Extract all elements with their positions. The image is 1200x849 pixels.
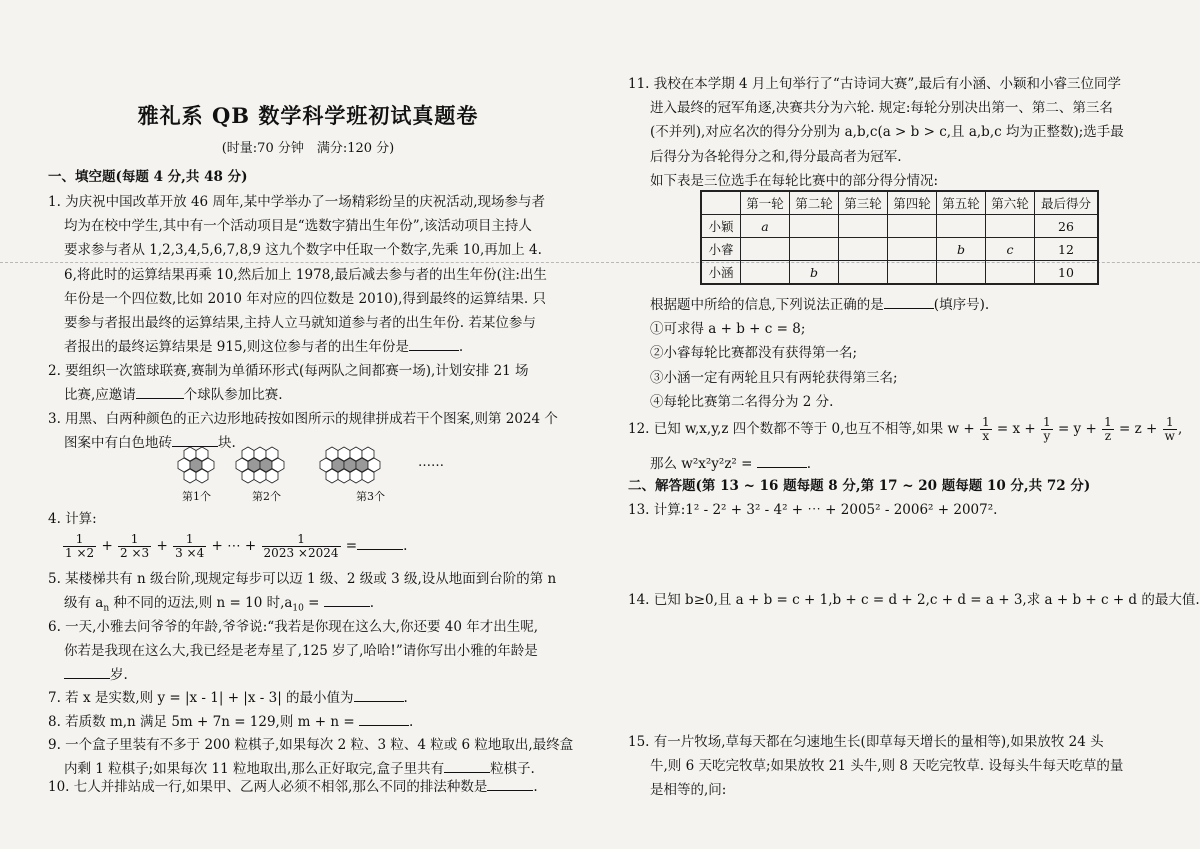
- q15-line: 15. 有一片牧场,草每天都在匀速地生长(即草每天增长的量相等),如果放牧 24 头: [628, 734, 1104, 750]
- question-12: [628, 412, 1182, 446]
- q9-line: 内剩 1 粒棋子;如果每次 11 粒地取出,那么正好取完,盒子里共有: [64, 761, 445, 778]
- page-title: 雅礼系 QB 数学科学班初试真题卷: [137, 103, 479, 128]
- q11-line: 进入最终的冠军角逐,决赛共分为六轮. 规定:每轮分别决出第一、第二、第三名: [650, 100, 1113, 117]
- answer-blank[interactable]: [359, 713, 409, 726]
- q3-line: 图案中有白色地砖: [64, 435, 172, 452]
- table-cell: 10: [1035, 261, 1099, 285]
- table-cell: [839, 261, 888, 285]
- section-heading-fill: 一、填空题(每题 4 分,共 48 分): [48, 169, 248, 185]
- question-12-ask: 那么 w²x²y²z² = .: [650, 456, 812, 472]
- op: +: [101, 538, 113, 554]
- table-header: 第三轮: [839, 191, 888, 215]
- q15-line: 是相等的,问:: [650, 782, 727, 799]
- question-8: 8. 若质数 m,n 满足 5m + 7n = 129,则 m + n = .: [48, 714, 414, 730]
- table-row: [701, 215, 1098, 238]
- q1-line: 1. 为庆祝中国改革开放 46 周年,某中学举办了一场精彩纷呈的庆祝活动,现场参与者: [48, 194, 546, 210]
- table-header: 第四轮: [888, 191, 937, 215]
- q12-text: 那么 w²x²y²z² =: [650, 456, 753, 472]
- answer-blank[interactable]: [354, 689, 404, 702]
- pattern-2: [236, 447, 284, 483]
- table-cell: [790, 238, 839, 261]
- table-cell: b: [790, 261, 839, 285]
- answer-blank[interactable]: [324, 594, 370, 607]
- figure-label: 第3个: [356, 490, 385, 503]
- q3-line: 3. 用黑、白两种颜色的正六边形地砖按如图所示的规律拼成若干个图案,则第 2024 个: [48, 411, 558, 427]
- q11-line: 后得分为各轮得分之和,得分最高者为冠军.: [650, 148, 902, 165]
- table-cell: [741, 238, 790, 261]
- q8-line: 8. 若质数 m,n 满足 5m + 7n = 129,则 m + n =: [48, 714, 355, 730]
- q11-line: (不并列),对应名次的得分分别为 a,b,c(a > b > c,且 a,b,c 均为正整数);选手最: [650, 124, 1124, 141]
- option: ④每轮比赛第二名得分为 2 分.: [650, 393, 834, 410]
- q1-line: 6,将此时的运算结果再乘 10,然后加上 1978,最后减去参与者的出生年份(注:出生: [64, 266, 547, 283]
- question-7: 7. 若 x 是实数,则 y = |x - 1| + |x - 3| 的最小值为 .: [48, 690, 408, 706]
- answer-blank[interactable]: [64, 666, 110, 679]
- fraction: $\frac{1}{x}$: [981, 415, 990, 443]
- table-cell: a: [741, 215, 790, 238]
- answer-blank[interactable]: [487, 778, 533, 791]
- figure-label: 第2个: [252, 490, 281, 503]
- q3-line: 块.: [218, 435, 236, 452]
- question-5: 5. 某楼梯共有 n 级台阶,现规定每步可以迈 1 级、2 级或 3 级,设从地面到台阶的第 n 级有 $a_n$ 种不同的迈法,则 n = 10 时$,a_{10}$ = .: [48, 567, 556, 621]
- table-cell: 小涵: [701, 261, 741, 285]
- q5-text: 种不同的迈法,则 n = 10 时,a: [109, 595, 293, 612]
- table-cell: [986, 215, 1035, 238]
- q5-sub: 10: [292, 603, 304, 614]
- fraction: $\frac{1}{2 \times 3}$: [120, 532, 150, 560]
- table-cell: 12: [1035, 238, 1099, 261]
- figure-label: 第1个: [182, 490, 211, 503]
- q9-line: 9. 一个盒子里装有不多于 200 粒棋子,如果每次 2 粒、3 粒、4 粒或 6 粒地取出,最终盒: [48, 737, 574, 753]
- q11-line: 如下表是三位选手在每轮比赛中的部分得分情况:: [650, 172, 939, 189]
- table-cell: [790, 215, 839, 238]
- page-subtitle: (时量:70 分钟 满分:120 分): [221, 141, 395, 156]
- question-2: [48, 359, 529, 407]
- fraction: $\frac{1}{3 \times 4}$: [175, 532, 205, 560]
- table-header: 第五轮: [937, 191, 986, 215]
- q1-line: 均为在校中学生,其中有一个活动项目是“选数字猜出生年份”,该活动项目主持人: [64, 218, 532, 235]
- q11-line: 11. 我校在本学期 4 月上旬举行了“古诗词大赛”,最后有小涵、小颖和小睿三位同学: [628, 76, 1122, 92]
- q1-line: 要求参与者从 1,2,3,4,5,6,7,8,9 这九个数字中任取一个数字,先乘 10,再加上 4.: [64, 242, 542, 259]
- option: ②小睿每轮比赛都没有获得第一名;: [650, 345, 858, 362]
- option: ③小涵一定有两轮且只有两轮获得第三名;: [650, 369, 898, 386]
- question-4-label: 4. 计算:: [48, 511, 97, 527]
- table-cell: 小睿: [701, 238, 741, 261]
- table-cell: [839, 238, 888, 261]
- table-cell: 26: [1035, 215, 1099, 238]
- question-1: 1. 为庆祝中国改革开放 46 周年,某中学举办了一场精彩纷呈的庆祝活动,现场参与者 均为在校中学生,其中有一个活动项目是“选数字猜出生年份”,该活动项目主持人 要求参与者从 1,2,3,4,5,6,7,8,9 这九个数字中任取一个数字,先乘 10,再加上 4. 6,将此时的运算结果再乘 10,然后加上 1978,最后减去参与者的出生年份(注:出生 年份是一个四位数,比如 2010 年对应的四位数是 2010),得到最终的运算结果. 只 要参与者报出最终的运算结果,主持人立马就知道参与者的出生年份. 若某位参与 者报出的最终运算结果是 915,则这位参与者的出生年份是 .: [48, 190, 547, 359]
- figure-ellipsis: ……: [418, 455, 444, 470]
- table-row: [701, 238, 1098, 261]
- question-13: 13. 计算:1² - 2² + 3² - 4² + ⋯ + 2005² - 2006² + 2007².: [628, 502, 998, 518]
- table-cell: 小颖: [701, 215, 741, 238]
- q12-text: = z +: [1119, 421, 1158, 437]
- score-table: [700, 190, 1099, 285]
- q10-line: 10. 七人并排站成一行,如果甲、乙两人必须不相邻,那么不同的排法种数是: [48, 779, 488, 795]
- table-header: 第六轮: [986, 191, 1035, 215]
- table-header-row: [701, 191, 1098, 215]
- table-cell: [741, 261, 790, 285]
- q2-line: 2. 要组织一次篮球联赛,赛制为单循环形式(每两队之间都赛一场),计划安排 21 场: [48, 363, 529, 379]
- fraction: $\frac{1}{w}$: [1164, 415, 1175, 443]
- q2-line: 比赛,应邀请: [64, 387, 136, 404]
- question-6: [48, 615, 538, 688]
- answer-blank[interactable]: [444, 760, 490, 773]
- q6-line: 你若是我现在这么大,我已经是老寿星了,125 岁了,哈哈!”请你写出小雅的年龄是: [64, 643, 538, 660]
- fraction: $\frac{1}{2023 \times 2024}$: [263, 532, 339, 560]
- table-header: 最后得分: [1035, 191, 1099, 215]
- table-cell: [839, 215, 888, 238]
- table-header: 第二轮: [790, 191, 839, 215]
- table-cell: [986, 261, 1035, 285]
- table-cell: [888, 261, 937, 285]
- answer-blank[interactable]: [757, 455, 807, 468]
- answer-blank[interactable]: [884, 296, 934, 309]
- q11-line: (填序号).: [933, 297, 990, 313]
- q12-text: ,: [1177, 421, 1183, 437]
- answer-blank[interactable]: [409, 338, 459, 351]
- table-cell: [888, 215, 937, 238]
- section-heading-solve: 二、解答题(第 13 ~ 16 题每题 8 分,第 17 ~ 20 题每题 10 分,共 72 分): [628, 478, 1091, 494]
- option: ①可求得 a + b + c = 8;: [650, 321, 806, 338]
- question-14: 14. 已知 b≥0,且 a + b = c + 1,b + c = d + 2,c + d = a + 3,求 a + b + c + d 的最大值.: [628, 592, 1200, 608]
- question-11-options: [650, 293, 989, 414]
- q6-line: 岁.: [110, 667, 128, 684]
- op: +: [156, 538, 168, 554]
- q12-text: = y +: [1057, 421, 1097, 437]
- q1-line: 年份是一个四位数,比如 2010 年对应的四位数是 2010),得到最终的运算结果. 只: [64, 290, 547, 307]
- table-header: 第一轮: [741, 191, 790, 215]
- table-cell: [888, 238, 937, 261]
- q6-line: 6. 一天,小雅去问爷爷的年龄,爷爷说:“我若是你现在这么大,你还要 40 年才出生呢,: [48, 619, 539, 635]
- question-10: 10. 七人并排站成一行,如果甲、乙两人必须不相邻,那么不同的排法种数是 .: [48, 779, 538, 795]
- q1-line: 要参与者报出最终的运算结果,主持人立马就知道参与者的出生年份. 若某位参与: [64, 315, 536, 332]
- question-11: [628, 72, 1124, 193]
- q2-line: 个球队参加比赛.: [183, 387, 283, 404]
- question-4-expression: $\frac{1}{1 \times 2}$ + $\frac{1}{2 \times 3}$ + $\frac{1}{3 \times 4}$ + ⋯ + $\frac{1}{2023 \times 2024}$ = .: [65, 532, 408, 560]
- q1-line: 者报出的最终运算结果是 915,则这位参与者的出生年份是: [64, 339, 409, 356]
- fraction: $\frac{1}{1 \times 2}$: [65, 532, 95, 560]
- q5-sub: n: [103, 603, 110, 614]
- table-cell: c: [986, 238, 1035, 261]
- table-cell: [937, 261, 986, 285]
- table-header: [701, 191, 741, 215]
- q5-text: =: [303, 595, 320, 612]
- q15-line: 牛,则 6 天吃完牧草;如果放牧 21 头牛,则 8 天吃完牧草. 设每头牛每天吃草的量: [650, 758, 1124, 775]
- fraction: $\frac{1}{y}$: [1043, 415, 1051, 443]
- table-row: [701, 261, 1098, 285]
- answer-blank[interactable]: [136, 386, 184, 399]
- q5-text: 级有 a: [64, 595, 104, 612]
- q7-line: 7. 若 x 是实数,则 y = |x - 1| + |x - 3| 的最小值为: [48, 690, 354, 706]
- op: + ⋯ +: [211, 538, 257, 554]
- table-cell: [937, 215, 986, 238]
- q9-line: 粒棋子.: [490, 761, 535, 778]
- q11-line: 根据题中所给的信息,下列说法正确的是: [650, 297, 884, 313]
- answer-blank[interactable]: [357, 537, 403, 550]
- pattern-1: [178, 447, 214, 483]
- fraction: $\frac{1}{z}$: [1104, 415, 1112, 443]
- table-cell: b: [937, 238, 986, 261]
- q5-line: 5. 某楼梯共有 n 级台阶,现规定每步可以迈 1 级、2 级或 3 级,设从地面到台阶的第 n: [48, 571, 557, 587]
- question-15: [628, 730, 1123, 803]
- op: =: [345, 538, 358, 554]
- pattern-3: [320, 447, 380, 483]
- q12-text: 12. 已知 w,x,y,z 四个数都不等于 0,也互不相等,如果 w +: [628, 421, 975, 437]
- q12-text: = x +: [996, 421, 1036, 437]
